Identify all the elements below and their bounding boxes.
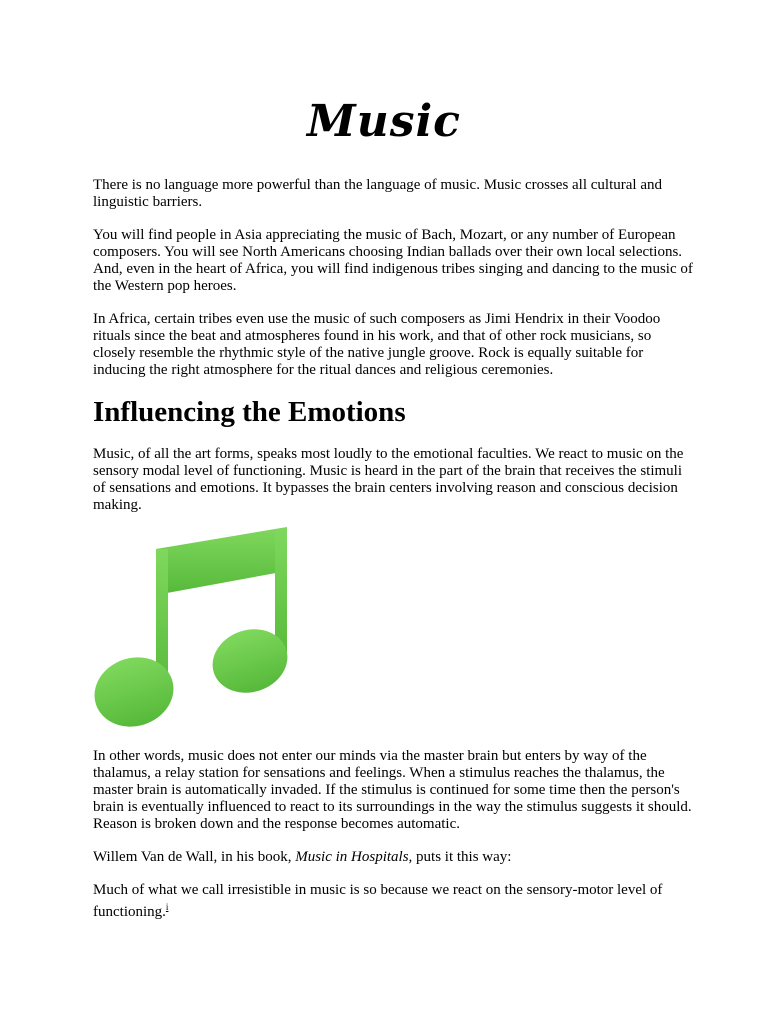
music-note-icon (92, 527, 292, 732)
quote-intro-text: Willem Van de Wall, in his book, (93, 849, 296, 865)
paragraph-emotions: Music, of all the art forms, speaks most loudly to the emotional faculties. We react to music on the sensory modal level of functioning. Music is heard in the part of the brain that receives the stimuli of sensations and emotions. It bypasses the brain centers involving reason and conscious decision making. (93, 446, 684, 513)
paragraph-thalamus: In other words, music does not enter our minds via the master brain but enters by way of the thalamus, a relay station for sensations and feelings. When a stimulus reaches the thalamus, the master brain is automatically invaded. If the stimulus is continued for some time then the person's brain is eventually influenced to react to its surroundings in the way the stimulus suggests it should. Reason is broken down and the response becomes automatic. (93, 748, 692, 832)
footnote-link[interactable]: i (165, 902, 169, 912)
paragraph-asia: You will find people in Asia appreciating the music of Bach, Mozart, or any number of European composers. You will see North Americans choosing Indian ballads over their own local selections. And, even in the heart of Africa, you will find indigenous tribes singing and dancing to the music of the Western pop heroes. (93, 227, 693, 294)
book-title: Music in Hospitals, (295, 849, 413, 865)
paragraph-quote-intro (93, 849, 693, 866)
paragraph-intro: There is no language more powerful than the language of music. Music crosses all cultural and linguistic barriers. (93, 177, 662, 210)
page-title: Music (307, 96, 461, 147)
section-heading: Influencing the Emotions (93, 396, 406, 428)
quote-intro-end: puts it this way: (412, 849, 512, 865)
paragraph-quote (93, 882, 693, 921)
paragraph-africa: In Africa, certain tribes even use the music of such composers as Jimi Hendrix in their Voodoo rituals since the beat and atmospheres found in his work, and that of other rock musicians, so closely resemble the rhythmic style of the native jungle groove. Rock is equally suitable for inducing the right atmosphere for the ritual dances and religious ceremonies. (93, 311, 661, 378)
quote-text: Much of what we call irresistible in music is so because we react on the sensory-motor level of functioning. (93, 882, 663, 920)
